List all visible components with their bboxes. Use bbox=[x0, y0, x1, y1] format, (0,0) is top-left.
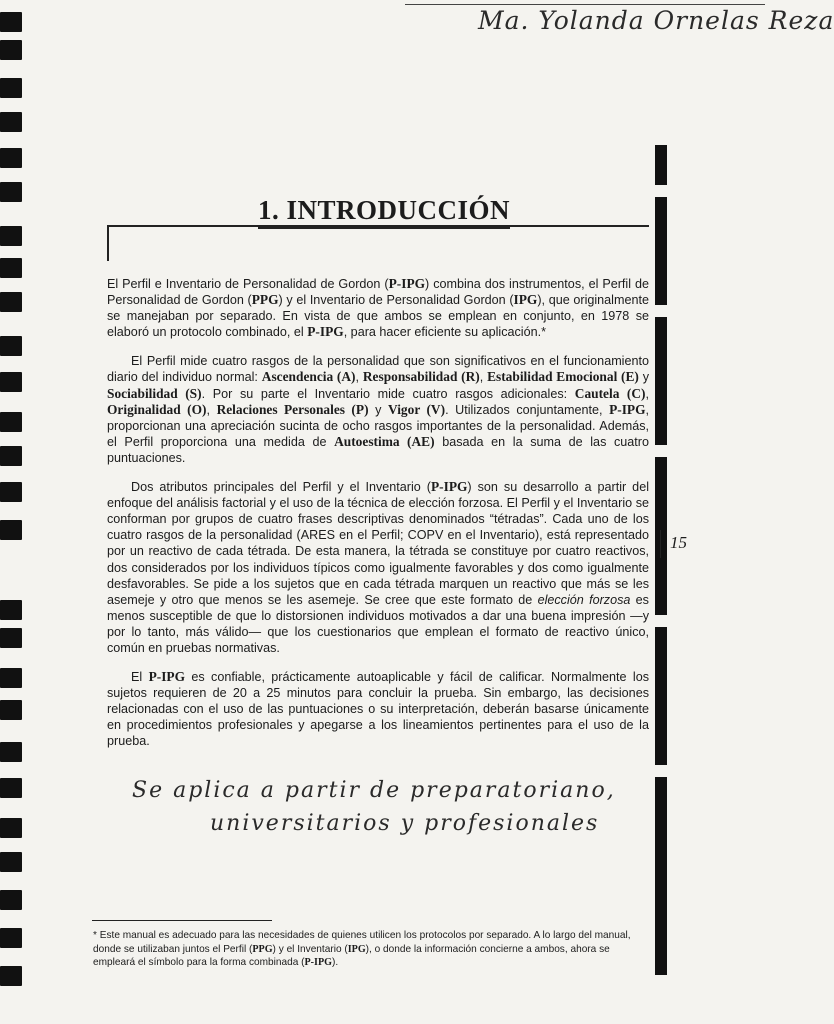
paragraph-2: El Perfil mide cuatro rasgos de la personalidad que son significativos en el funcionamiento diario del individuo normal: Ascendencia (A), Responsabilidad (R), Estabilidad Emocional (E) y Sociabilidad (S). Por su parte el Inventario mide cuatro rasgos adicionales: Cautela (C), Originalidad (O), Relaciones Personales (P) y Vigor (V). Utilizados conjuntamente, P-IPG, proporcionan una apreciación sucinta de ocho rasgos importantes de la personalidad. Además, el Perfil proporciona una medida de Autoestima (AE) basada en la suma de las cuatro puntuaciones. bbox=[107, 354, 650, 465]
page-number-tick bbox=[660, 530, 661, 558]
paragraph-1: El Perfil e Inventario de Personalidad de Gordon (P-IPG) combina dos instrumentos, el Perfil de Personalidad de Gordon (PPG) y el Inventario de Personalidad Gordon (IPG), que originalmente se manejaban por separado. En vista de que ambos se emplean en conjunto, en 1978 se elaboró un protocolo combinado, el P-IPG, para hacer eficiente su aplicación.* bbox=[107, 276, 649, 340]
footnote-rule bbox=[92, 920, 272, 921]
margin-bar bbox=[655, 145, 667, 975]
handwritten-note bbox=[132, 774, 632, 840]
paragraph-4: El P-IPG es confiable, prácticamente autoaplicable y fácil de calificar. Normalmente los sujetos requieren de 20 a 25 minutos para concluir la prueba. Sin embargo, las decisiones relacionadas con el uso de las puntuaciones o su interpretación, deberán basarse únicamente en procedimientos profesionales y apegarse a los lineamientos pertinentes para el uso de la prueba. bbox=[107, 669, 649, 749]
handwritten-note-line-1: Se aplica a partir de preparatoriano, bbox=[132, 778, 616, 803]
page-number: 15 bbox=[670, 533, 687, 552]
body-text bbox=[107, 276, 649, 763]
chapter-title: 1. INTRODUCCIÓN bbox=[258, 195, 510, 229]
header-rule bbox=[405, 4, 765, 5]
binding-holes bbox=[0, 0, 30, 1024]
handwritten-note-line-2: universitarios y profesionales bbox=[210, 811, 600, 836]
title-bracket bbox=[107, 225, 649, 261]
footnote: * Este manual es adecuado para las necesidades de quienes utilicen los protocolos por separado. A lo largo del manual, donde se utilizaban juntos el Perfil (PPG) y el Inventario (IPG), o donde la información concierne a ambos, ahora se empleará el símbolo para la forma combinada (P-IPG). bbox=[93, 930, 631, 968]
handwritten-name: Ma. Yolanda Ornelas Reza bbox=[478, 6, 834, 35]
paragraph-3: Dos atributos principales del Perfil y el Inventario (P-IPG) son su desarrollo a partir del enfoque del análisis factorial y el uso de la técnica de elección forzosa. El Perfil y el Inventario se conforman por grupos de cuatro frases descriptivas denominados “tétradas”. Cada uno de los cuatro rasgos de la personalidad (ARES en el Perfil; COPV en el Inventario), está representado por un reactivo de cada tétrada. De esta manera, la tétrada se constituye por cuatro reactivos, dos considerados por los individuos típicos como igualmente favorables y dos como igualmente desfavorables. Se pide a los sujetos que en cada tétrada marquen un reactivo que más se les asemeje y otro que menos se les asemeje. Se cree que este formato de elección forzosa es menos susceptible de que lo distorsionen individuos motivados a dar una buena impresión —y por lo tanto, más válido— que los cuestionarios que emplean el formato de reactivo único, común en pruebas normativas. bbox=[107, 479, 649, 655]
